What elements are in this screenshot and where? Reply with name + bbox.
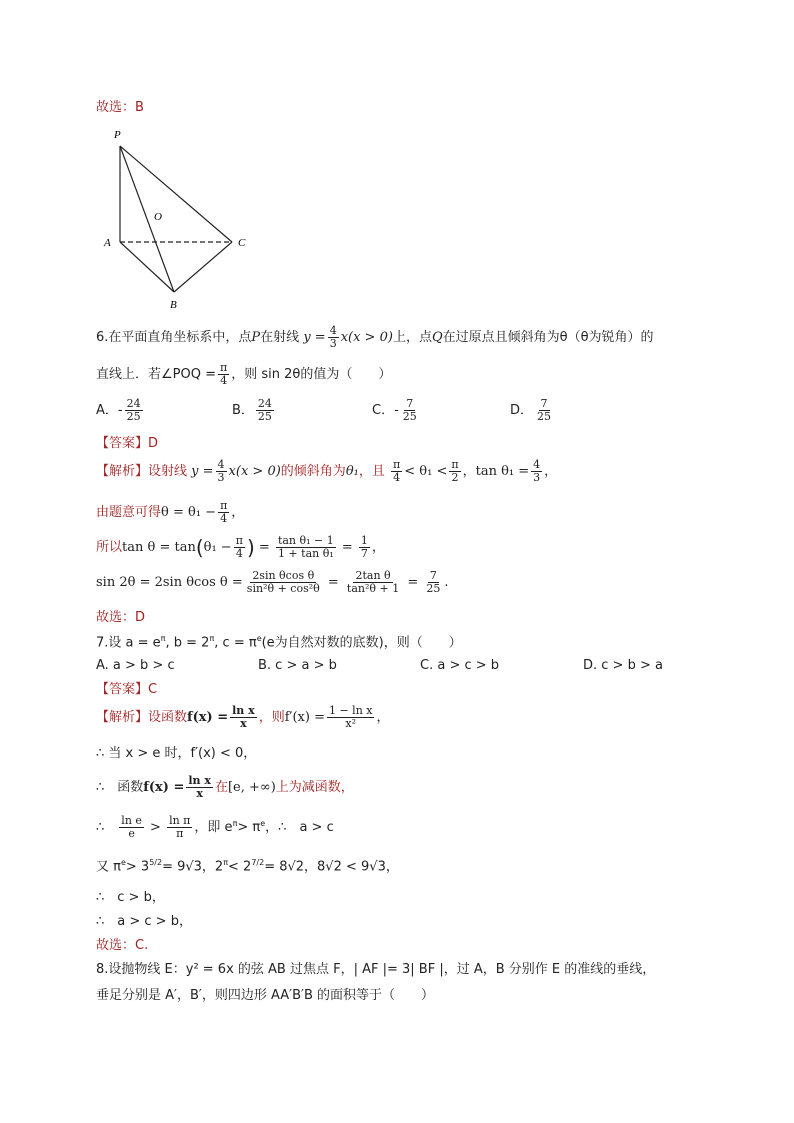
q7-option-b: B. c > a > b	[258, 658, 337, 673]
q7-analysis-line4: ∴ $\frac{\text{ln e}}{e}$ > $\frac{\text{ln π}}{\pi}$ ，即 $e^\pi> \pi^e$，∴ a > c	[96, 814, 334, 841]
q6-stem-line1: 6.在平面直角坐标系中，点P在射线 y = $\frac{4}{3}$ x(x > 0)上，点Q在过原点且倾斜角为θ（θ为锐角）的	[96, 324, 654, 351]
q7-analysis-line3: ∴ 函数f(x) = $\frac{\text{ln x}}{x}$ 在[e, +∞)上为减函数，	[96, 774, 354, 801]
q5-choose: 故选：B	[96, 100, 144, 115]
q7-analysis-line7: ∴ a > c > b，	[96, 914, 192, 929]
q8-stem-line2: 垂足分别是 A′，B′，则四边形 AA′B′B 的面积等于（ ）	[96, 988, 435, 1003]
q6-option-b: B． $\frac{24}{25}$	[232, 397, 272, 424]
q7-analysis-line6: ∴ c > b，	[96, 890, 165, 905]
pyramid-figure	[100, 124, 260, 314]
q6-answer: 【答案】D	[96, 436, 159, 451]
q7-option-c: C. a > c > b	[420, 658, 500, 673]
q7-option-a: A. a > b > c	[96, 658, 175, 673]
label-c: C	[238, 237, 246, 249]
q6-stem-line2: 直线上．若∠POQ = $\frac{\pi}{4}$ ，则 sin 2θ的值为（ ）	[96, 361, 392, 388]
label-b: B	[170, 299, 177, 311]
q7-choose: 故选：C.	[96, 938, 149, 953]
q7-answer: 【答案】C	[96, 682, 158, 697]
q7-analysis-line2: ∴ 当 x > e 时，f′(x) < 0，	[96, 746, 257, 761]
q6-option-a: A．- $\frac{24}{25}$	[96, 397, 141, 424]
label-a: A	[104, 237, 111, 249]
q6-analysis-line4: sin 2θ = 2sin θcos θ = $\frac{\text{2sin θcos θ}}{\text{sin²θ + cos²θ}}$ = $\frac{\text{2tan θ}}{\text{tan²θ + 1}}$ = $\frac{7}{25}$ .	[96, 569, 449, 596]
q6-choose: 故选：D	[96, 610, 146, 625]
q7-analysis-line5: 又 $\pi^e> 3^{5/2}= 9√3$，$2^\pi< 2^{7/2}= 8√2$，8√2 < 9√3，	[96, 858, 399, 875]
q7-option-d: D. c > b > a	[583, 658, 663, 673]
q8-stem-line1: 8.设抛物线 E：y² = 6x 的弦 AB 过焦点 F，| AF |= 3| BF |，过 A，B 分别作 E 的准线的垂线，	[96, 962, 656, 977]
q6-option-d: D． $\frac{7}{25}$	[510, 397, 552, 424]
label-p: P	[114, 129, 121, 141]
q6-analysis-line2: 由题意可得θ = θ₁ − $\frac{\pi}{4}$ ，	[96, 499, 245, 526]
q6-analysis-line3: 所以tan θ = tan(θ₁ − $\frac{\pi}{4}$ ) = $\frac{\text{tan θ₁ − 1}}{\text{1 + tan θ₁}}$ = $\frac{1}{7}$ ，	[96, 534, 385, 561]
q7-stem: 7.设 $a = e^\pi$, $b = 2^\pi$, $c = \pi^e(e$为自然对数的底数)，则（ ）	[96, 634, 462, 651]
q6-option-c: C．- $\frac{7}{25}$	[372, 397, 417, 424]
label-o: O	[154, 211, 162, 223]
q6-analysis-line1: 【解析】设射线 y = $\frac{4}{3}$ x(x > 0)的倾斜角为θ₁，且 $\frac{\pi}{4}$ < θ₁ < $\frac{\pi}{2}$ ，tan θ₁ = $\frac{4}{3}$ ，	[96, 458, 558, 485]
q7-analysis-line1: 【解析】设函数f(x) = $\frac{\text{ln x}}{x}$ ，则f′(x) = $\frac{\text{1 − ln x}}{\text{x²}}$ ，	[96, 704, 390, 731]
